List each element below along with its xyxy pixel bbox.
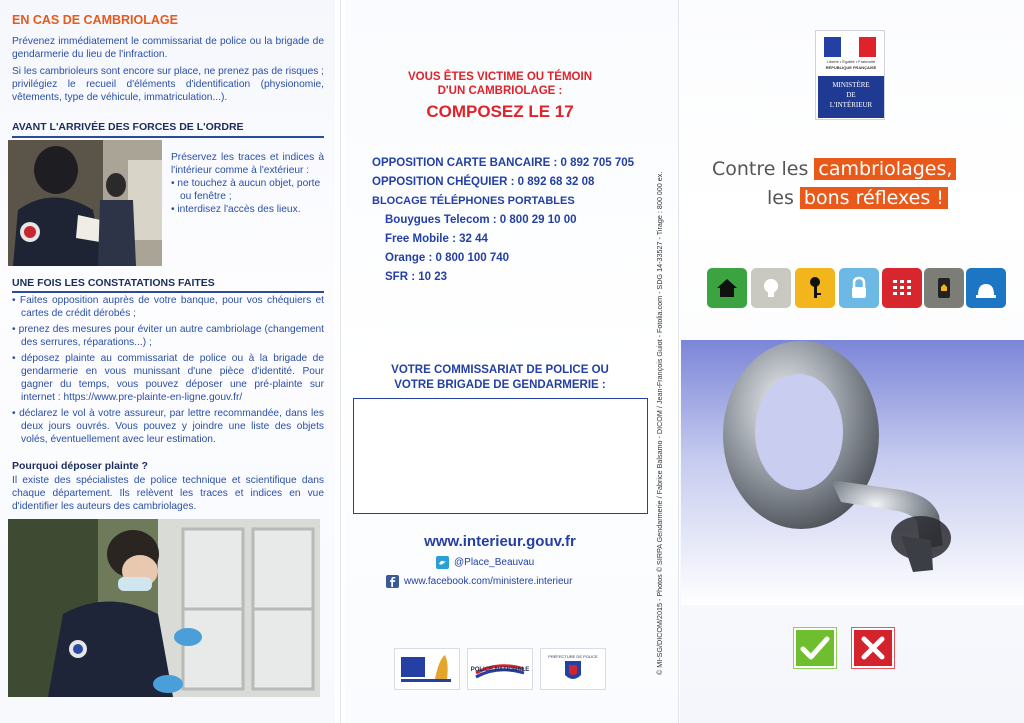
section-underline [12, 291, 324, 293]
after-findings-item: • prenez des mesures pour éviter un autre cambriolage (changement des serrures, réparations...) ; [12, 323, 324, 349]
before-arrival-item: • ne touchez à aucun objet, porte ou fenêtre ; [171, 177, 324, 203]
padlock-icon [839, 268, 879, 308]
tagline-text-2: les [767, 187, 794, 209]
section-title-burglary: EN CAS DE CAMBRIOLAGE [12, 13, 178, 27]
siren-light-icon [966, 268, 1006, 308]
check-icon [794, 628, 836, 668]
before-arrival-item: • interdisez l'accès des lieux. [171, 203, 324, 216]
twitter-icon [436, 556, 449, 569]
prefecture-police-logo [540, 648, 606, 690]
after-findings-item: • Faites opposition auprès de votre banque, pour vos chéquiers et cartes de crédit dérobés ; [12, 294, 324, 320]
operator-free: Free Mobile : 32 44 [385, 233, 488, 245]
tagline-line-1 [712, 158, 956, 180]
victim-line-2: D'UN CAMBRIOLAGE : [437, 85, 563, 97]
keypad-icon [882, 268, 922, 308]
republic-motto: Liberté • Égalité • Fraternité [826, 59, 876, 64]
twitter-handle[interactable]: @Place_Beauvau [454, 557, 535, 568]
french-flag-icon [824, 37, 876, 57]
why-complain-text [12, 474, 324, 513]
operator-sfr: SFR : 10 23 [385, 271, 447, 283]
ministry-logo [815, 30, 885, 120]
station-address-box[interactable] [353, 398, 648, 514]
after-findings-item: • déposez plainte au commissariat de police ou à la brigade de gendarmerie en vous munissant d'une pièce d'identité. Pour gagner du temps, vous pouvez déposer une pré-plainte sur internet : https://www.pre-plainte-en-ligne.gouv.fr/ [12, 352, 324, 404]
why-complain-paragraph: Il existe des spécialistes de police technique et scientifique dans chaque département. Ils relèvent les traces et indices en vue d'identifier les auteurs des cambriolages. [12, 475, 324, 512]
cross-icon [852, 628, 894, 668]
tagline-text-1: Contre les [712, 158, 809, 180]
police-nationale-logo [467, 648, 533, 690]
after-findings-list [12, 294, 324, 446]
republic-name: RÉPUBLIQUE FRANÇAISE [825, 65, 877, 70]
police-logo-text: POLICE NATIONALE [470, 667, 530, 673]
call-17-heading: COMPOSEZ LE 17 [426, 102, 574, 121]
after-findings-item: • déclarez le vol à votre assureur, par lettre recommandée, dans les deux jours ouvrés. Vous pouvez y joindre une liste des objets volés, éventuellement avec leur estimation. [12, 407, 324, 446]
section-underline [12, 136, 324, 138]
gendarmerie-logo [394, 648, 460, 690]
facebook-icon [386, 575, 399, 588]
station-heading [360, 363, 640, 393]
station-line-1: VOTRE COMMISSARIAT DE POLICE OU [391, 364, 609, 376]
lightbulb-icon [751, 268, 791, 308]
ministry-name-block [818, 76, 884, 118]
victim-heading [380, 70, 620, 98]
cheque-opposition-number: OPPOSITION CHÉQUIER : 0 892 68 32 08 [372, 176, 595, 188]
ministry-line-3: L'INTÉRIEUR [829, 101, 873, 109]
credits-vertical-text: © MI-SG/DICOM/2015 - Photos © SIRPA Gendarmerie / Fabrice Balsamo - DICOM / Jean-François Guiot - Fotolia.com - SDG 14-33527 - Tirage : 800 000 ex. [655, 171, 664, 675]
website-link[interactable]: www.interieur.gouv.fr [424, 533, 576, 550]
section-title-before-arrival: AVANT L'ARRIVÉE DES FORCES DE L'ORDRE [12, 121, 244, 133]
station-line-2: VOTRE BRIGADE DE GENDARMERIE : [394, 379, 606, 391]
prefecture-logo-text: PRÉFECTURE DE POLICE [548, 654, 598, 659]
tagline-line-2 [767, 187, 948, 209]
ministry-line-2: DE [846, 91, 856, 99]
tagline-highlight-1: cambriolages, [814, 158, 956, 180]
burglary-paragraph-1: Prévenez immédiatement le commissariat de police ou la brigade de gendarmerie du lieu de l'infraction. [12, 36, 324, 60]
tagline-highlight-2: bons réflexes ! [800, 187, 948, 209]
house-icon [707, 268, 747, 308]
section-title-why-complain: Pourquoi déposer plainte ? [12, 460, 148, 472]
ministry-line-1: MINISTÈRE [832, 81, 870, 89]
victim-line-1: VOUS ÊTES VICTIME OU TÉMOIN [407, 71, 593, 83]
operator-bouygues: Bouygues Telecom : 0 800 29 10 00 [385, 214, 577, 226]
key-illustration [681, 340, 1024, 605]
section-title-after-findings: UNE FOIS LES CONSTATATIONS FAITES [12, 277, 215, 289]
key-icon [795, 268, 835, 308]
before-arrival-intro: Préservez les traces et indices à l'intérieur comme à l'extérieur : [171, 152, 324, 176]
fold-line-left [340, 0, 341, 723]
gendarme-photo [8, 140, 162, 266]
card-opposition-number: OPPOSITION CARTE BANCAIRE : 0 892 705 705 [372, 157, 635, 169]
fold-line-right [678, 0, 679, 723]
section-burglary-text [12, 35, 324, 104]
alarm-phone-icon [924, 268, 964, 308]
forensic-photo [8, 519, 320, 697]
facebook-link[interactable]: www.facebook.com/ministere.interieur [404, 576, 573, 587]
operator-orange: Orange : 0 800 100 740 [385, 252, 510, 264]
burglary-paragraph-2: Si les cambrioleurs sont encore sur place, ne prenez pas de risques ; privilégiez le recueil d'éléments d'identification (physionomie, vêtements, type de véhicule, immatriculation...). [12, 66, 325, 103]
phone-block-title: BLOCAGE TÉLÉPHONES PORTABLES [372, 195, 575, 207]
before-arrival-text [171, 151, 324, 216]
